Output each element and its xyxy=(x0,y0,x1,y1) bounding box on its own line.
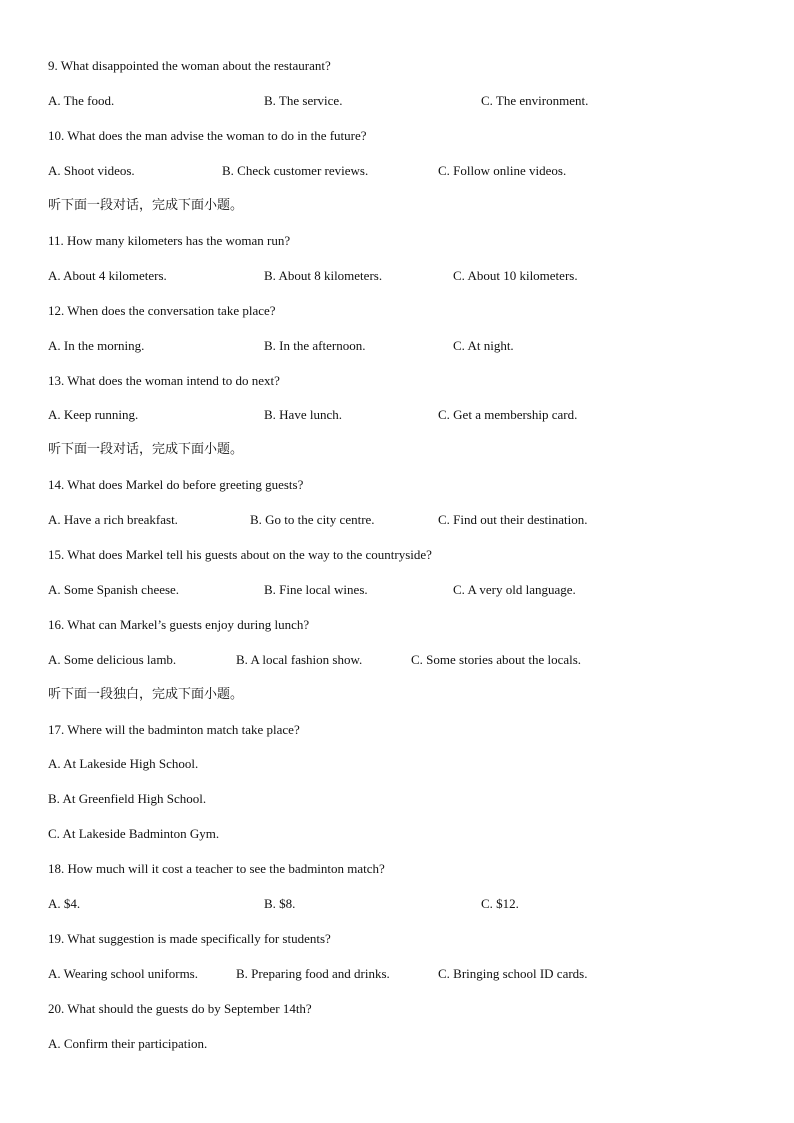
q18-option-b: B. $8. xyxy=(264,896,296,911)
q16-option-a: A. Some delicious lamb. xyxy=(48,652,177,667)
q19-option-c: C. Bringing school ID cards. xyxy=(438,966,588,981)
section-instruction-3: 听下面一段独白，完成下面小题。 xyxy=(48,687,244,702)
q15-option-b: B. Fine local wines. xyxy=(264,582,368,597)
q20-option-a: A. Confirm their participation. xyxy=(48,1036,208,1051)
question-15: 15. What does Markel tell his guests about on the way to the countryside? xyxy=(48,547,432,562)
q9-option-b: B. The service. xyxy=(264,93,343,108)
q14-option-b: B. Go to the city centre. xyxy=(250,512,375,527)
q15-option-a: A. Some Spanish cheese. xyxy=(48,582,180,597)
question-10: 10. What does the man advise the woman to do in the future? xyxy=(48,128,367,143)
q18-option-a: A. $4. xyxy=(48,896,81,911)
q16-option-b: B. A local fashion show. xyxy=(236,652,363,667)
question-18: 18. How much will it cost a teacher to see the badminton match? xyxy=(48,861,385,876)
q13-option-c: C. Get a membership card. xyxy=(438,407,578,422)
question-9: 9. What disappointed the woman about the restaurant? xyxy=(48,58,331,73)
section-instruction-1: 听下面一段对话，完成下面小题。 xyxy=(48,198,244,213)
section-instruction-2: 听下面一段对话，完成下面小题。 xyxy=(48,442,244,457)
q9-option-c: C. The environment. xyxy=(481,93,589,108)
q11-option-a: A. About 4 kilometers. xyxy=(48,268,167,283)
q19-option-b: B. Preparing food and drinks. xyxy=(236,966,390,981)
q17-option-b: B. At Greenfield High School. xyxy=(48,791,207,806)
q11-option-b: B. About 8 kilometers. xyxy=(264,268,383,283)
q17-option-a: A. At Lakeside High School. xyxy=(48,756,199,771)
q12-option-c: C. At night. xyxy=(453,338,514,353)
question-14: 14. What does Markel do before greeting guests? xyxy=(48,477,304,492)
question-12: 12. When does the conversation take place? xyxy=(48,303,276,318)
q13-option-b: B. Have lunch. xyxy=(264,407,342,422)
q12-option-b: B. In the afternoon. xyxy=(264,338,366,353)
question-19: 19. What suggestion is made specifically for students? xyxy=(48,931,331,946)
question-13: 13. What does the woman intend to do next? xyxy=(48,373,280,388)
q12-option-a: A. In the morning. xyxy=(48,338,145,353)
q18-option-c: C. $12. xyxy=(481,896,519,911)
q10-option-a: A. Shoot videos. xyxy=(48,163,135,178)
q14-option-a: A. Have a rich breakfast. xyxy=(48,512,178,527)
q13-option-a: A. Keep running. xyxy=(48,407,139,422)
question-20: 20. What should the guests do by September 14th? xyxy=(48,1001,312,1016)
q11-option-c: C. About 10 kilometers. xyxy=(453,268,578,283)
q10-option-c: C. Follow online videos. xyxy=(438,163,567,178)
q10-option-b: B. Check customer reviews. xyxy=(222,163,369,178)
q19-option-a: A. Wearing school uniforms. xyxy=(48,966,198,981)
q9-option-a: A. The food. xyxy=(48,93,115,108)
question-16: 16. What can Markel’s guests enjoy during lunch? xyxy=(48,617,310,632)
question-11: 11. How many kilometers has the woman run? xyxy=(48,233,291,248)
q17-option-c: C. At Lakeside Badminton Gym. xyxy=(48,826,220,841)
q14-option-c: C. Find out their destination. xyxy=(438,512,588,527)
question-17: 17. Where will the badminton match take place? xyxy=(48,722,300,737)
q16-option-c: C. Some stories about the locals. xyxy=(411,652,582,667)
q15-option-c: C. A very old language. xyxy=(453,582,576,597)
